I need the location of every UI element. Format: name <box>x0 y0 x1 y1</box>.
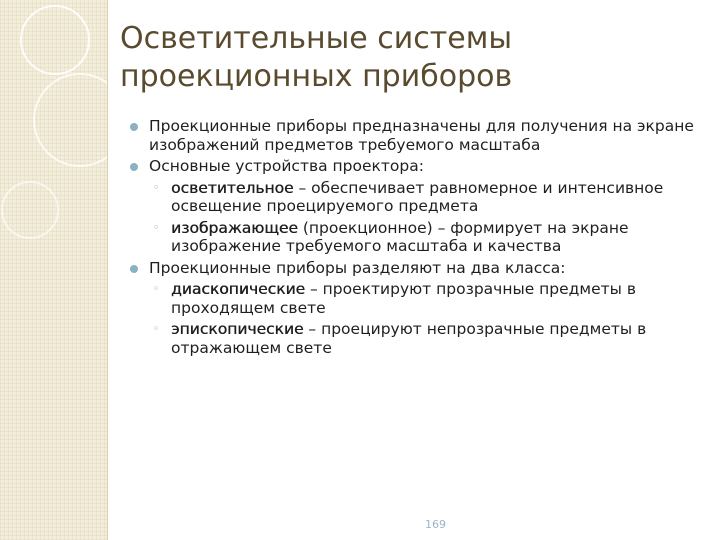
sub-bullet-text: – проектируют прозрачные предметы в проходящем свете <box>171 280 636 317</box>
decorative-circles <box>0 0 107 540</box>
bullet-text: Основные устройства проектора: <box>149 157 424 175</box>
bullet-dot-icon <box>130 163 138 171</box>
ring-bullet-icon: ◦ <box>153 180 160 194</box>
ring-bullet-icon: ◦ <box>153 282 160 295</box>
page-number: 169 <box>425 518 446 531</box>
sub-bullet-item <box>130 280 705 317</box>
sub-bullet-item <box>130 219 705 256</box>
bullet-item <box>130 157 705 176</box>
sub-bullet-term: осветительное <box>171 178 294 197</box>
slide-title <box>120 20 700 96</box>
sub-bullet-text: – обеспечивает равномерное и интенсивное освещение проецируемого предмета <box>171 178 664 215</box>
sub-bullet-item <box>130 179 705 216</box>
bullet-text: Проекционные приборы предназначены для получения на экране изображений предметов требуемого масштаба <box>149 117 694 154</box>
bullet-item <box>130 117 705 154</box>
ring-bullet-icon: ◦ <box>153 322 160 335</box>
sub-bullet-term: изображающее <box>171 218 298 237</box>
sub-bullet-term: эпископические <box>171 320 304 338</box>
bullet-list <box>130 117 705 360</box>
slide-title-line-1: Осветительные системы <box>120 21 513 56</box>
bullet-item <box>130 259 705 278</box>
bullet-dot-icon <box>130 265 138 273</box>
sub-bullet-item <box>130 320 705 357</box>
sub-bullet-text: – проецируют непрозрачные предметы в отражающем свете <box>171 320 647 357</box>
sub-bullet-term: диаскопические <box>171 280 306 298</box>
side-divider <box>107 0 108 540</box>
bullet-dot-icon <box>130 123 138 131</box>
slide-title-line-2: проекционных приборов <box>120 59 513 94</box>
bullet-text: Проекционные приборы разделяют на два класса: <box>149 258 566 277</box>
ring-bullet-icon: ◦ <box>153 220 160 234</box>
decorative-side-panel <box>0 0 107 540</box>
sub-bullet-text: (проекционное) – формирует на экране изображение требуемого масштаба и качества <box>171 218 629 255</box>
